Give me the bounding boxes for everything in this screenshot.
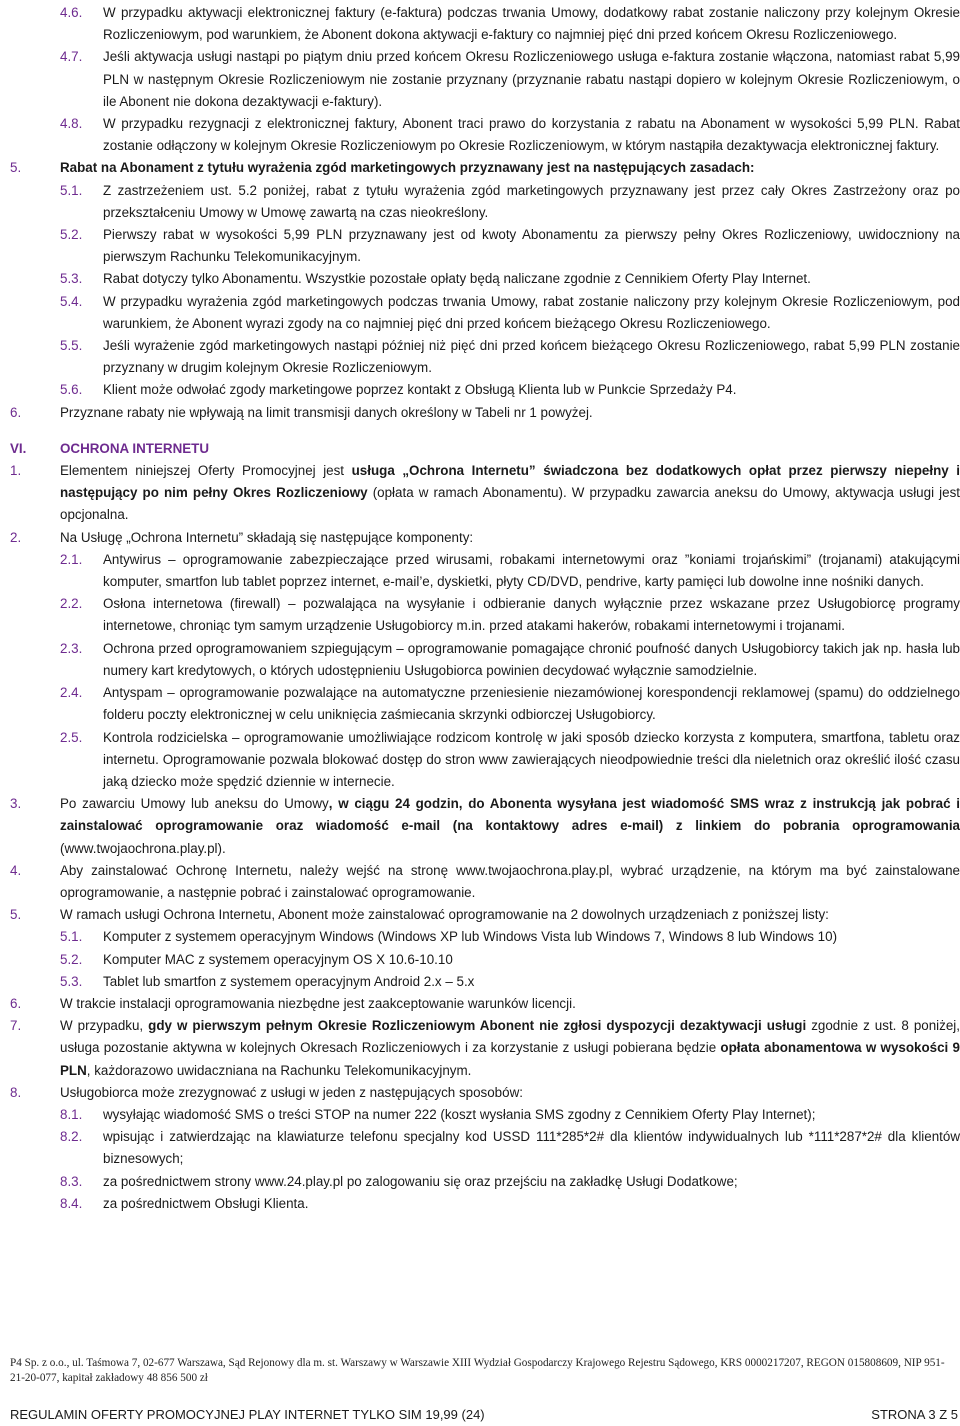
- clause-5-6: [0, 379, 960, 401]
- clause-number: 5.: [10, 160, 22, 176]
- clause-vi-2-5: [0, 727, 960, 794]
- clause-number: 5.1.: [60, 182, 83, 198]
- clause-text: Rabat dotyczy tylko Abonamentu. Wszystkie pozostałe opłaty będą naliczane zgodnie z Cennikiem Oferty Play Internet.: [103, 271, 811, 287]
- clause-text: Jeśli aktywacja usługi nastąpi po piątym dniu przed końcem Okresu Rozliczeniowego usługa e-faktura zostanie włączona, natomiast rabat 5,99 PLN w następnym Okresie Rozliczeniowym nie zostanie przyznany (przyznanie rabatu nastąpi dopiero w kolejnym Okresie Rozliczeniowym, o ile Abonent nie dokona dezaktywacji e-faktury).: [103, 49, 960, 109]
- clause-vi-8: [0, 1082, 960, 1104]
- clause-text: Ochrona przed oprogramowaniem szpiegującym – oprogramowanie pomagające chronić poufność danych Usługobiorcy takich jak np. hasła lub numery kart kredytowych, o których udostępnieniu Usługobiorca powinien decydować wyłącznie samodzielnie.: [103, 640, 960, 678]
- footer-bar: [10, 1404, 958, 1426]
- clause-number: 6.: [10, 404, 22, 420]
- clause-number: 4.7.: [60, 49, 83, 65]
- clause-text: Jeśli wyrażenie zgód marketingowych nastąpi później niż pięć dni przed końcem bieżącego Okresu Rozliczeniowego, rabat 5,99 PLN zostanie przyznany w drugim kolejnym Okresie Rozliczeniowym.: [103, 338, 960, 376]
- clause-5: [0, 157, 960, 179]
- text-run: W przypadku,: [60, 1018, 149, 1034]
- clause-text: W przypadku wyrażenia zgód marketingowych podczas trwania Umowy, rabat zostanie naliczony przy kolejnym Okresie Rozliczeniowym, pod warunkiem, że Abonent wyrazi zgody na co najmniej pięć dni przed końcem bieżącego Okresu Rozliczeniowego.: [103, 293, 960, 331]
- clause-vi-5-2: [0, 949, 960, 971]
- clause-vi-8-4: [0, 1193, 960, 1215]
- clause-vi-3: [0, 793, 960, 860]
- clause-vi-4: [0, 860, 960, 904]
- clause-vi-2-1: [0, 549, 960, 593]
- clause-text: Tablet lub smartfon z systemem operacyjnym Android 2.x – 5.x: [103, 973, 475, 989]
- clause-text: Antyspam – oprogramowanie pozwalające na automatyczne przeniesienie niezamówionej korespondencji reklamowej (spamu) do oddzielnego folderu poczty elektronicznej w celu uniknięcia zaśmiecania skrzynki odbiorczej Usługobiorcy.: [103, 685, 960, 723]
- text-run-bold: opłata abonamentowa w wysokości 9 PLN: [60, 1040, 960, 1078]
- clause-text: Na Usługę „Ochrona Internetu” składają się następujące komponenty:: [60, 529, 474, 545]
- clause-text: Klient może odwołać zgody marketingowe poprzez kontakt z Obsługą Klienta lub w Punkcie Sprzedaży P4.: [103, 382, 737, 398]
- clause-number: 3.: [10, 796, 22, 812]
- clause-text: W przypadku aktywacji elektronicznej faktury (e-faktura) podczas trwania Umowy, dodatkowy rabat zostanie naliczony przy kolejnym Okresie Rozliczeniowym, pod warunkiem, że Abonent dokona aktywacji e-faktury co najmniej pięć dni przed końcem Okresu Rozliczeniowego.: [103, 5, 960, 43]
- section-heading: [0, 438, 960, 460]
- clause-5-3: [0, 268, 960, 290]
- clause-vi-5-3: [0, 971, 960, 993]
- clause-number: 1.: [10, 463, 22, 479]
- text-run: (www.twojaochrona.play.pl).: [60, 840, 226, 856]
- page-number: STRONA 3 Z 5: [871, 1407, 958, 1422]
- text-run: zgodnie z ust. 8 poniżej, usługa pozostanie aktywna w kolejnych Okresach Rozliczeniowych i za korzystanie z usługi pobierana będzie: [60, 1018, 960, 1056]
- clause-number: 5.3.: [60, 973, 83, 989]
- clause-text: W trakcie instalacji oprogramowania niezbędne jest zaakceptowanie warunków licencji.: [60, 995, 576, 1011]
- clause-text: Komputer MAC z systemem operacyjnym OS X 10.6-10.10: [103, 951, 453, 967]
- clause-number: 8.: [10, 1084, 22, 1100]
- clause-4-6: [0, 2, 960, 46]
- clause-4-7: [0, 46, 960, 113]
- clause-vi-5: [0, 904, 960, 926]
- clause-number: 5.2.: [60, 227, 83, 243]
- clause-text: [60, 460, 960, 527]
- clause-number: 2.3.: [60, 640, 83, 656]
- clause-vi-6: [0, 993, 960, 1015]
- clause-number: 2.4.: [60, 685, 83, 701]
- clause-text: Usługobiorca może zrezygnować z usługi w jeden z następujących sposobów:: [60, 1084, 523, 1100]
- clause-vi-1: [0, 460, 960, 527]
- clause-vi-5-1: [0, 926, 960, 948]
- clause-number: 5.3.: [60, 271, 83, 287]
- clause-5-4: [0, 291, 960, 335]
- text-run-bold: , w ciągu 24 godzin, do Abonenta wysyłana jest wiadomość SMS wraz z instrukcją jak pobrać i zainstalować oprogramowanie oraz wiadomość e-mail (na kontaktowy adres e-mail) z linkiem do pobrania oprogramowania: [60, 796, 960, 834]
- clause-number: 5.4.: [60, 293, 83, 309]
- text-run: Po zawarciu Umowy lub aneksu do Umowy: [60, 796, 329, 812]
- clause-number: 5.2.: [60, 951, 83, 967]
- clause-text: za pośrednictwem strony www.24.play.pl po zalogowaniu się oraz przejściu na zakładkę Usługi Dodatkowe;: [103, 1173, 738, 1189]
- clause-number: 2.2.: [60, 596, 83, 612]
- clause-text: W przypadku rezygnacji z elektronicznej faktury, Abonent traci prawo do korzystania z rabatu na Abonament w wysokości 5,99 PLN. Rabat zostanie odłączony w kolejnym Okresie Rozliczeniowym po Okresie Rozliczeniowym, w którym nastąpiła dezaktywacja elektronicznej faktury.: [103, 116, 960, 154]
- clause-number: 2.: [10, 529, 22, 545]
- section-number: VI.: [10, 440, 27, 456]
- clause-vi-8-1: [0, 1104, 960, 1126]
- clause-text: Antywirus – oprogramowanie zabezpieczające przed wirusami, robakami internetowymi oraz ”koniami trojańskimi” (trojanami) atakującymi komputer, smartfon lub tablet poprzez internet, e-mail’e, dyskietki, płyty CD/DVD, pendrive, karty pamięci lub dowolne inne nośniki danych.: [103, 551, 960, 590]
- clause-4-8: [0, 113, 960, 157]
- clause-text: Przyznane rabaty nie wpływają na limit transmisji danych określony w Tabeli nr 1 powyżej.: [60, 404, 593, 420]
- clause-vi-2: [0, 527, 960, 549]
- clause-vi-8-3: [0, 1171, 960, 1193]
- clause-number: 8.3.: [60, 1173, 83, 1189]
- clause-vi-2-2: [0, 593, 960, 637]
- clause-text: wpisując i zatwierdzając na klawiaturze telefonu specjalny kod USSD 111*285*2# dla klientów indywidualnych lub *111*287*2# dla klientów biznesowych;: [103, 1129, 960, 1167]
- clause-number: 5.: [10, 907, 22, 923]
- clause-text: Pierwszy rabat w wysokości 5,99 PLN przyznawany jest od kwoty Abonamentu za pierwszy pełny Okres Rozliczeniowy, uwidoczniony na pierwszym Rachunku Telekomunikacyjnym.: [103, 227, 960, 265]
- section-title: OCHRONA INTERNETU: [60, 440, 210, 456]
- clause-number: 8.2.: [60, 1129, 83, 1145]
- clause-text: Z zastrzeżeniem ust. 5.2 poniżej, rabat z tytułu wyrażenia zgód marketingowych przyznawany jest przez cały Okres Zastrzeżony oraz po przekształceniu Umowy w Umowę zawartą na czas nieokreślony.: [103, 182, 960, 220]
- clause-number: 5.1.: [60, 929, 83, 945]
- clause-text: W ramach usługi Ochrona Internetu, Abonent może zainstalować oprogramowanie na 2 dowolnych urządzeniach z poniższej listy:: [60, 907, 829, 923]
- clause-number: 4.6.: [60, 5, 83, 20]
- clause-number: 8.1.: [60, 1106, 83, 1122]
- clause-6: [0, 402, 960, 424]
- clause-5-2: [0, 224, 960, 268]
- document-body: [0, 2, 960, 1215]
- clause-5-5: [0, 335, 960, 379]
- clause-vi-7: [0, 1015, 960, 1082]
- clause-text: Rabat na Abonament z tytułu wyrażenia zgód marketingowych przyznawany jest na następujących zasadach:: [60, 160, 755, 176]
- clause-text: za pośrednictwem Obsługi Klienta.: [103, 1195, 309, 1211]
- clause-text: wysyłając wiadomość SMS o treści STOP na numer 222 (koszt wysłania SMS zgodny z Cennikiem Oferty Play Internet);: [103, 1106, 816, 1122]
- clause-text: Aby zainstalować Ochronę Internetu, należy wejść na stronę www.twojaochrona.play.pl, wybrać urządzenie, na którym ma być zainstalowane oprogramowanie, a następnie pobrać i zainstalować oprogramowanie.: [60, 862, 960, 900]
- text-run: (opłata w ramach Abonamentu). W przypadku zawarcia aneksu do Umowy, aktywacja usługi jest opcjonalna.: [60, 485, 960, 523]
- text-run: , każdorazowo uwidaczniana na Rachunku Telekomunikacyjnym.: [86, 1062, 472, 1078]
- clause-text: Komputer z systemem operacyjnym Windows (Windows XP lub Windows Vista lub Windows 7, Windows 8 lub Windows 10): [103, 929, 838, 945]
- clause-text: Osłona internetowa (firewall) – pozwalająca na wysyłanie i odbieranie danych wyłącznie przez wskazane przez Usługobiorcę programy internetowe, chroniąc tym samym urządzenie Usługobiorcy m.in. przed atakami hakerów, robakami internetowymi i trojanami.: [103, 596, 960, 634]
- clause-number: 5.5.: [60, 338, 83, 354]
- clause-number: 2.1.: [60, 551, 83, 567]
- text-run: Elementem niniejszej Oferty Promocyjnej jest: [60, 463, 352, 479]
- document-title: REGULAMIN OFERTY PROMOCYJNEJ PLAY INTERNET TYLKO SIM 19,99 (24): [10, 1407, 485, 1422]
- clause-text: [60, 1015, 960, 1082]
- clause-vi-2-3: [0, 638, 960, 682]
- clause-number: 5.6.: [60, 382, 83, 398]
- clause-number: 8.4.: [60, 1195, 83, 1211]
- clause-number: 6.: [10, 995, 22, 1011]
- clause-number: 4.8.: [60, 116, 83, 132]
- clause-number: 7.: [10, 1018, 22, 1034]
- text-run-bold: gdy w pierwszym pełnym Okresie Rozliczeniowym Abonent nie zgłosi dyspozycji dezaktywacji usługi: [148, 1018, 807, 1034]
- clause-text: [60, 793, 960, 860]
- clause-number: 4.: [10, 862, 22, 878]
- clause-vi-2-4: [0, 682, 960, 726]
- clause-vi-8-2: [0, 1126, 960, 1170]
- clause-number: 2.5.: [60, 729, 83, 745]
- footer-legal-notice: P4 Sp. z o.o., ul. Taśmowa 7, 02-677 Warszawa, Sąd Rejonowy dla m. st. Warszawy w Warszawie XIII Wydział Gospodarczy Krajowego Rejestru Sądowego, KRS 0000217207, REGON 015808609, NIP 951-21-20-077, kapitał zakładowy 48 856 500 zł: [10, 1357, 945, 1384]
- clause-5-1: [0, 180, 960, 224]
- text-run-bold: usługa „Ochrona Internetu” świadczona bez dodatkowych opłat przez pierwszy niepełny i następujący po nim pełny Okres Rozliczeniowy: [60, 463, 960, 501]
- clause-text: Kontrola rodzicielska – oprogramowanie umożliwiające rodzicom kontrolę w jaki sposób dziecko korzysta z komputera, smartfona, tabletu oraz internetu. Oprogramowanie pozwala blokować dostęp do stron www zawierających nieodpowiednie treści dla nieletnich oraz określić ilość czasu jaką dziecko może spędzić dziennie w internecie.: [103, 729, 960, 789]
